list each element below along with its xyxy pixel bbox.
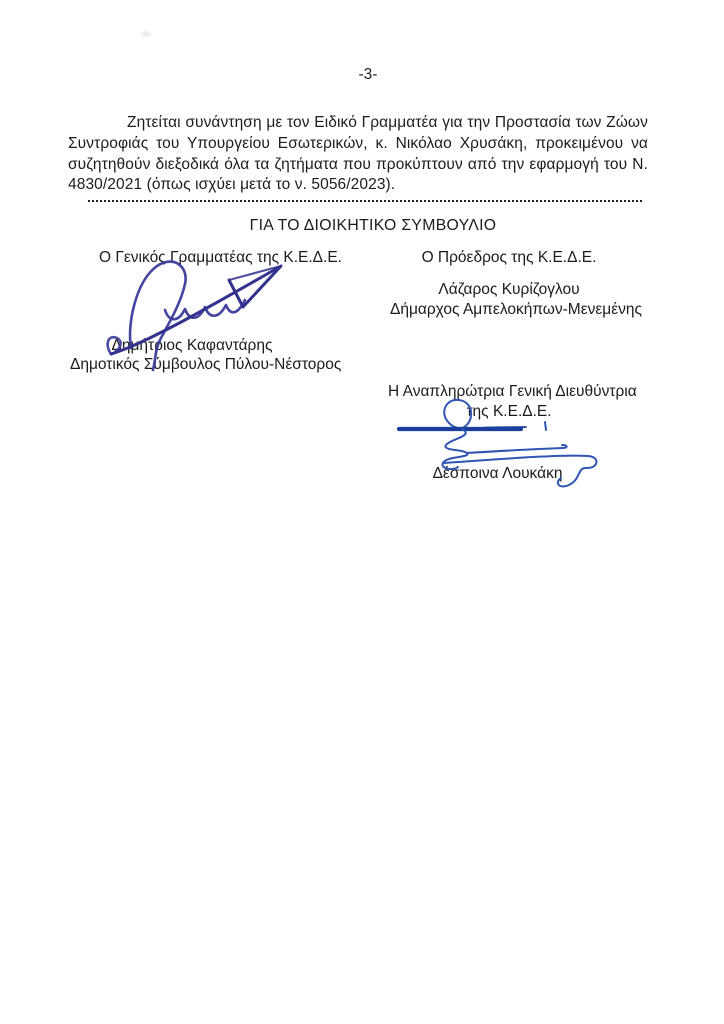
- president-role: Δήμαρχος Αμπελοκήπων-Μενεμένης: [390, 301, 642, 318]
- director-title-line2: της Κ.Ε.Δ.Ε.: [466, 403, 552, 420]
- secretary-role: Δημοτικός Σύμβουλος Πύλου-Νέστορος: [70, 356, 342, 373]
- scan-smudge: [140, 30, 152, 38]
- president-title: Ο Πρόεδρος της Κ.Ε.Δ.Ε.: [421, 249, 597, 266]
- secretary-title: Ο Γενικός Γραμματέας της Κ.Ε.Δ.Ε.: [99, 249, 342, 266]
- secretary-name: Δημήτριος Καφαντάρης: [111, 337, 273, 354]
- director-name: Δέσποινα Λουκάκη: [432, 465, 563, 482]
- page-number: -3-: [358, 66, 378, 83]
- dotted-separator: [88, 200, 642, 202]
- director-title-line1: Η Αναπληρώτρια Γενική Διευθύντρια: [388, 383, 637, 400]
- board-heading: ΓΙΑ ΤΟ ΔΙΟΙΚΗΤΙΚΟ ΣΥΜΒΟΥΛΙΟ: [249, 217, 497, 234]
- president-name: Λάζαρος Κυρίζογλου: [438, 281, 580, 298]
- body-paragraph: Ζητείται συνάντηση με τον Ειδικό Γραμματέα για την Προστασία των Ζώων Συντροφιάς του Υπουργείου Εσωτερικών, κ. Νικόλαο Χρυσάκη, προκειμένου να συζητηθούν διεξοδικά όλα τα ζητήματα που προκύπτουν από την εφαρμογή του Ν. 4830/2021 (όπως ισχύει μετά το ν. 5056/2023).: [68, 114, 648, 194]
